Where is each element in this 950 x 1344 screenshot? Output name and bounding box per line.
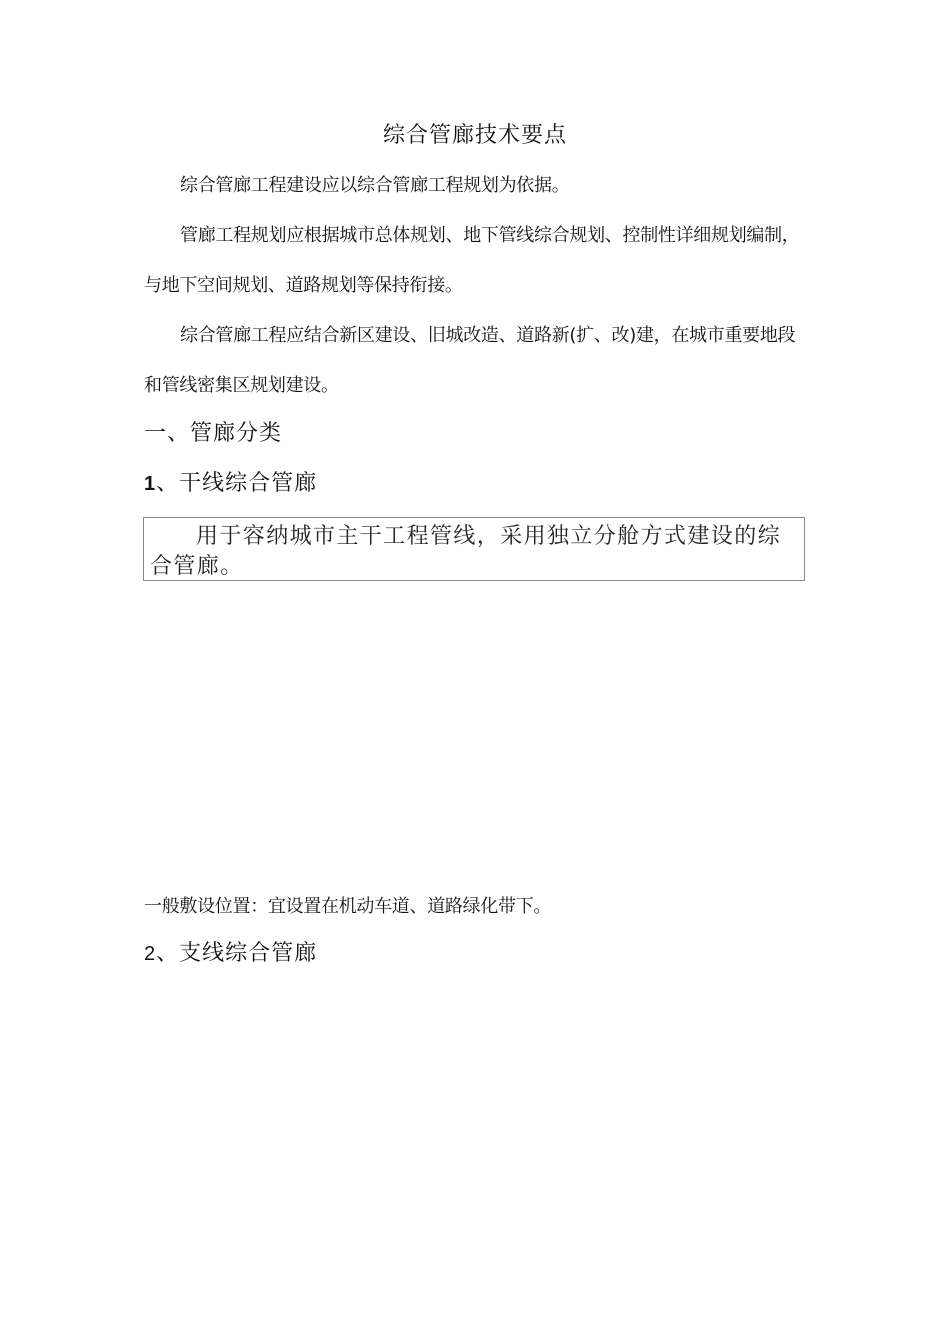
paragraph-construction-scope bbox=[144, 311, 808, 411]
definition-box-trunk-utility-tunnel bbox=[143, 517, 805, 581]
document-title: 综合管廊技术要点 bbox=[382, 123, 567, 148]
item-heading-branch-utility-tunnel bbox=[144, 939, 317, 969]
item-heading-trunk-utility-tunnel bbox=[144, 469, 317, 499]
item-number: 2 bbox=[144, 943, 157, 965]
paragraph-planning-basis bbox=[144, 161, 808, 211]
definition-text: 用于容纳城市主干工程管线，采用独立分舱方式建设的综合管廊。 bbox=[150, 524, 782, 579]
section-heading-classification: 一、管廊分类 bbox=[144, 421, 283, 446]
item-heading-text: 、支线综合管廊 bbox=[156, 941, 318, 966]
paragraph-text: 综合管廊工程建设应以综合管廊工程规划为依据。 bbox=[180, 175, 570, 196]
paragraph-text: 综合管廊工程应结合新区建设、旧城改造、道路新(扩、改)建，在城市重要地段和管线密集区规划建设。 bbox=[144, 325, 796, 396]
paragraph-text: 管廊工程规划应根据城市总体规划、地下管线综合规划、控制性详细规划编制，与地下空间规划、道路规划等保持衔接。 bbox=[144, 225, 800, 296]
item-heading-text: 、干线综合管廊 bbox=[156, 471, 318, 496]
item-number: 1 bbox=[144, 473, 157, 495]
paragraph-planning-requirements bbox=[144, 211, 808, 311]
paragraph-placement bbox=[144, 882, 808, 932]
paragraph-text: 一般敷设位置：宜设置在机动车道、道路绿化带下。 bbox=[144, 896, 552, 917]
